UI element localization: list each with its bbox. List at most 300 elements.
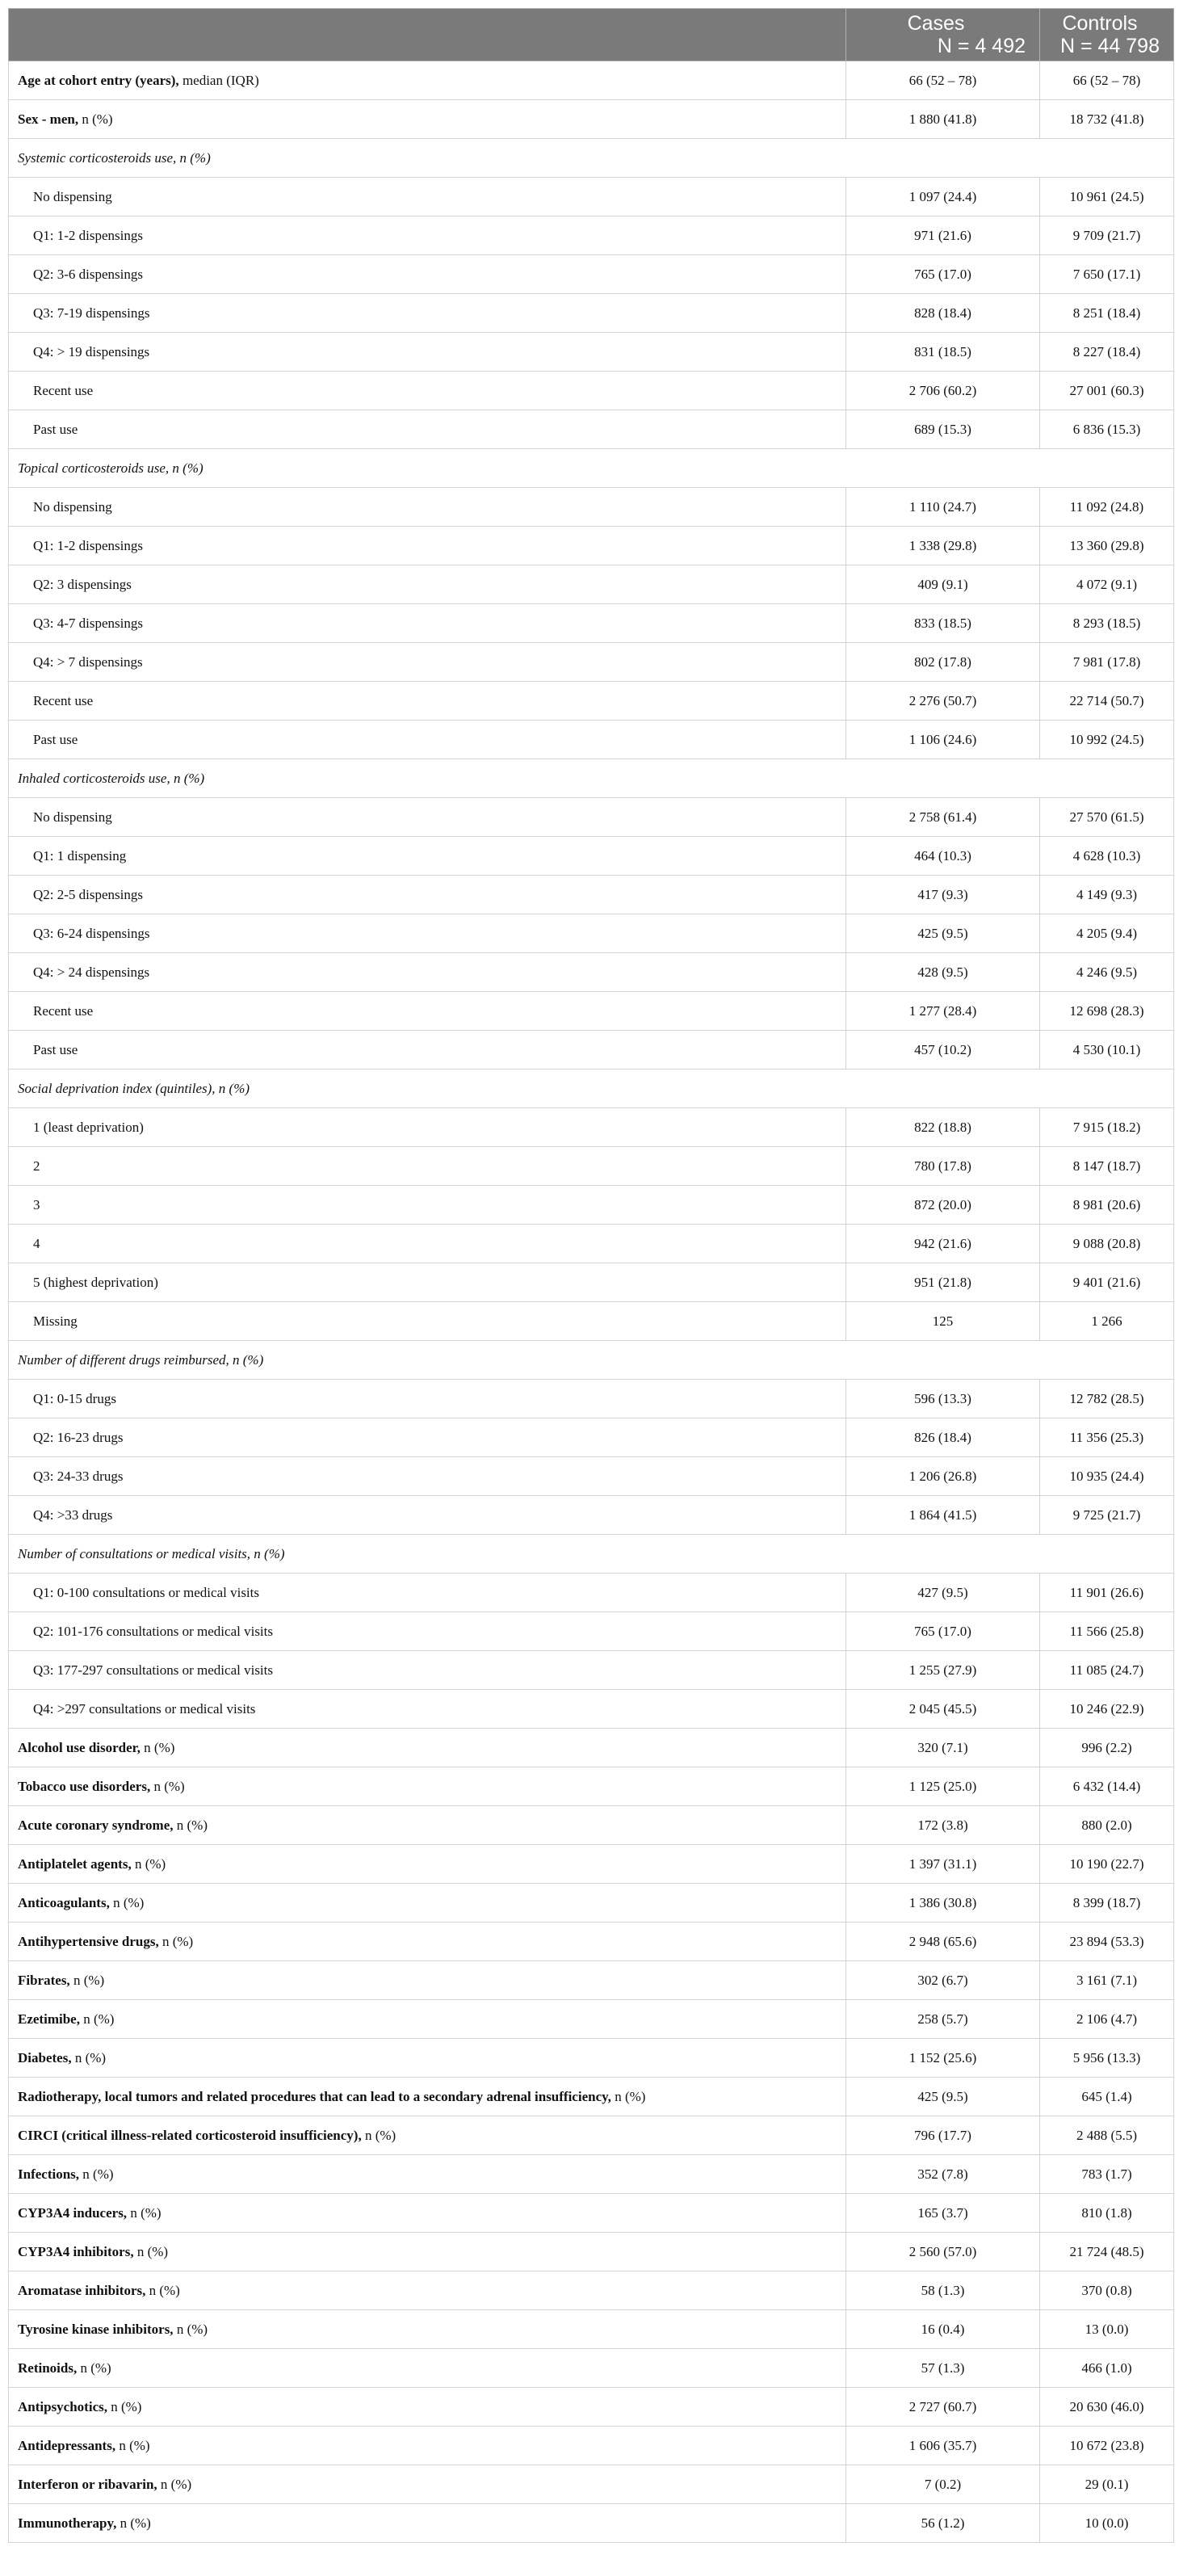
controls-value: 22 714 (50.7) (1040, 682, 1174, 721)
table-row (9, 1418, 1174, 1457)
variable-unit: n (%) (78, 111, 113, 127)
table-row (9, 914, 1174, 953)
row-label (9, 1923, 846, 1961)
row-label (9, 2271, 846, 2310)
table-row (9, 410, 1174, 449)
variable-unit: n (%) (131, 1855, 166, 1872)
controls-value: 9 401 (21.6) (1040, 1263, 1174, 1302)
variable-unit: n (%) (133, 2243, 169, 2259)
row-label (9, 1961, 846, 2000)
variable-name: Tyrosine kinase inhibitors, (18, 2321, 174, 2337)
variable-unit: median (IQR) (178, 72, 259, 88)
table-row (9, 1845, 1174, 1884)
row-label (9, 1884, 846, 1923)
row-label: Q3: 6-24 dispensings (9, 914, 846, 953)
cases-value: 1 864 (41.5) (846, 1496, 1040, 1535)
variable-unit: n (%) (115, 2437, 150, 2453)
section-header-row (9, 1341, 1174, 1380)
cases-value: 2 045 (45.5) (846, 1690, 1040, 1729)
header-controls-n: N = 44 798 (1059, 35, 1160, 57)
row-label (9, 2233, 846, 2271)
cases-value: 1 277 (28.4) (846, 992, 1040, 1031)
row-label: Q1: 1 dispensing (9, 837, 846, 876)
controls-value: 9 709 (21.7) (1040, 216, 1174, 255)
table-row (9, 798, 1174, 837)
controls-value: 2 106 (4.7) (1040, 2000, 1174, 2039)
cases-value: 66 (52 – 78) (846, 61, 1040, 100)
table-row (9, 372, 1174, 410)
table-row (9, 1729, 1174, 1767)
row-label (9, 2155, 846, 2194)
table-row (9, 1147, 1174, 1186)
cases-value: 1 255 (27.9) (846, 1651, 1040, 1690)
cases-value: 58 (1.3) (846, 2271, 1040, 2310)
variable-name: Retinoids, (18, 2360, 78, 2376)
table-row (9, 333, 1174, 372)
cases-value: 1 125 (25.0) (846, 1767, 1040, 1806)
table-row (9, 1263, 1174, 1302)
table-row (9, 1806, 1174, 1845)
controls-value: 4 205 (9.4) (1040, 914, 1174, 953)
header-cases-label: Cases (907, 12, 965, 35)
variable-name: Diabetes, (18, 2049, 72, 2065)
characteristics-table-container (8, 8, 1173, 2543)
row-label (9, 2349, 846, 2388)
variable-unit: n (%) (107, 2398, 142, 2414)
controls-value: 21 724 (48.5) (1040, 2233, 1174, 2271)
controls-value: 8 293 (18.5) (1040, 604, 1174, 643)
row-label (9, 2465, 846, 2504)
variable-name: Immunotherapy, (18, 2515, 117, 2531)
controls-value: 11 566 (25.8) (1040, 1612, 1174, 1651)
table-row (9, 682, 1174, 721)
controls-value: 10 246 (22.9) (1040, 1690, 1174, 1729)
section-label: Systemic corticosteroids use, n (%) (9, 139, 1174, 178)
header-controls (1040, 9, 1174, 61)
cases-value: 320 (7.1) (846, 1729, 1040, 1767)
controls-value: 810 (1.8) (1040, 2194, 1174, 2233)
cases-value: 7 (0.2) (846, 2465, 1040, 2504)
controls-value: 18 732 (41.8) (1040, 100, 1174, 139)
variable-unit: n (%) (610, 2088, 646, 2104)
variable-name: Infections, (18, 2166, 80, 2182)
table-row (9, 2039, 1174, 2078)
row-label: Past use (9, 1031, 846, 1069)
table-row (9, 1767, 1174, 1806)
cases-value: 596 (13.3) (846, 1380, 1040, 1418)
cases-value: 831 (18.5) (846, 333, 1040, 372)
table-row (9, 2155, 1174, 2194)
controls-value: 12 698 (28.3) (1040, 992, 1174, 1031)
table-row (9, 1574, 1174, 1612)
section-header-row (9, 1535, 1174, 1574)
variable-unit: n (%) (173, 1817, 208, 1833)
variable-name: Radiotherapy, local tumors and related procedures that can lead to a secondary adrenal insufficiency, (18, 2088, 611, 2104)
section-header-row (9, 759, 1174, 798)
row-label: Q1: 1-2 dispensings (9, 216, 846, 255)
characteristics-table (8, 8, 1174, 2543)
table-row (9, 2000, 1174, 2039)
controls-value: 27 570 (61.5) (1040, 798, 1174, 837)
table-row (9, 216, 1174, 255)
cases-value: 352 (7.8) (846, 2155, 1040, 2194)
table-row (9, 2310, 1174, 2349)
controls-value: 4 149 (9.3) (1040, 876, 1174, 914)
controls-value: 8 251 (18.4) (1040, 294, 1174, 333)
row-label (9, 1767, 846, 1806)
controls-value: 13 (0.0) (1040, 2310, 1174, 2349)
variable-unit: n (%) (116, 2515, 151, 2531)
cases-value: 1 338 (29.8) (846, 527, 1040, 565)
controls-value: 27 001 (60.3) (1040, 372, 1174, 410)
variable-unit: n (%) (158, 1933, 194, 1949)
section-label: Topical corticosteroids use, n (%) (9, 449, 1174, 488)
cases-value: 780 (17.8) (846, 1147, 1040, 1186)
controls-value: 4 072 (9.1) (1040, 565, 1174, 604)
row-label (9, 100, 846, 139)
table-row (9, 1457, 1174, 1496)
row-label (9, 2000, 846, 2039)
table-row (9, 488, 1174, 527)
variable-name: Alcohol use disorder, (18, 1739, 141, 1755)
cases-value: 2 276 (50.7) (846, 682, 1040, 721)
variable-unit: n (%) (109, 1894, 145, 1910)
table-row (9, 1690, 1174, 1729)
cases-value: 942 (21.6) (846, 1225, 1040, 1263)
cases-value: 833 (18.5) (846, 604, 1040, 643)
controls-value: 370 (0.8) (1040, 2271, 1174, 2310)
cases-value: 417 (9.3) (846, 876, 1040, 914)
section-header-row (9, 1069, 1174, 1108)
row-label: 3 (9, 1186, 846, 1225)
controls-value: 11 085 (24.7) (1040, 1651, 1174, 1690)
table-row (9, 1380, 1174, 1418)
table-row (9, 2116, 1174, 2155)
variable-name: Anticoagulants, (18, 1894, 110, 1910)
cases-value: 258 (5.7) (846, 2000, 1040, 2039)
cases-value: 2 758 (61.4) (846, 798, 1040, 837)
section-label: Number of different drugs reimbursed, n (%) (9, 1341, 1174, 1380)
cases-value: 1 386 (30.8) (846, 1884, 1040, 1923)
controls-value: 11 356 (25.3) (1040, 1418, 1174, 1457)
controls-value: 29 (0.1) (1040, 2465, 1174, 2504)
row-label: No dispensing (9, 178, 846, 216)
row-label: Q2: 16-23 drugs (9, 1418, 846, 1457)
table-row (9, 1302, 1174, 1341)
cases-value: 428 (9.5) (846, 953, 1040, 992)
variable-unit: n (%) (77, 2360, 111, 2376)
row-label: Recent use (9, 992, 846, 1031)
controls-value: 1 266 (1040, 1302, 1174, 1341)
controls-value: 11 092 (24.8) (1040, 488, 1174, 527)
cases-value: 951 (21.8) (846, 1263, 1040, 1302)
row-label (9, 2388, 846, 2427)
controls-value: 11 901 (26.6) (1040, 1574, 1174, 1612)
row-label: Past use (9, 410, 846, 449)
cases-value: 1 152 (25.6) (846, 2039, 1040, 2078)
variable-name: CIRCI (critical illness-related corticosteroid insufficiency), (18, 2127, 362, 2143)
row-label: Q2: 3-6 dispensings (9, 255, 846, 294)
header-cases (846, 9, 1040, 61)
table-row (9, 604, 1174, 643)
row-label (9, 2504, 846, 2543)
controls-value: 8 227 (18.4) (1040, 333, 1174, 372)
controls-value: 3 161 (7.1) (1040, 1961, 1174, 2000)
row-label (9, 2194, 846, 2233)
controls-value: 10 (0.0) (1040, 2504, 1174, 2543)
row-label (9, 2310, 846, 2349)
table-row (9, 2194, 1174, 2233)
table-row (9, 2349, 1174, 2388)
row-label (9, 2078, 846, 2116)
controls-value: 9 088 (20.8) (1040, 1225, 1174, 1263)
variable-name: Age at cohort entry (years), (18, 72, 179, 88)
table-row (9, 876, 1174, 914)
controls-value: 4 628 (10.3) (1040, 837, 1174, 876)
controls-value: 645 (1.4) (1040, 2078, 1174, 2116)
variable-unit: n (%) (150, 1778, 185, 1794)
table-row (9, 61, 1174, 100)
controls-value: 66 (52 – 78) (1040, 61, 1174, 100)
table-row (9, 837, 1174, 876)
table-row (9, 178, 1174, 216)
row-label: Q3: 7-19 dispensings (9, 294, 846, 333)
variable-unit: n (%) (127, 2204, 162, 2221)
cases-value: 125 (846, 1302, 1040, 1341)
cases-value: 56 (1.2) (846, 2504, 1040, 2543)
section-label: Number of consultations or medical visits, n (%) (9, 1535, 1174, 1574)
table-row (9, 2078, 1174, 2116)
variable-unit: n (%) (145, 2282, 180, 2298)
cases-value: 872 (20.0) (846, 1186, 1040, 1225)
variable-name: CYP3A4 inhibitors, (18, 2243, 134, 2259)
variable-name: CYP3A4 inducers, (18, 2204, 128, 2221)
table-row (9, 992, 1174, 1031)
table-row (9, 1961, 1174, 2000)
table-row (9, 2465, 1174, 2504)
cases-value: 165 (3.7) (846, 2194, 1040, 2233)
row-label: Q4: > 24 dispensings (9, 953, 846, 992)
controls-value: 10 672 (23.8) (1040, 2427, 1174, 2465)
controls-value: 7 981 (17.8) (1040, 643, 1174, 682)
header-cases-n: N = 4 492 (937, 35, 1026, 57)
cases-value: 828 (18.4) (846, 294, 1040, 333)
table-row (9, 2504, 1174, 2543)
table-body (9, 61, 1174, 2543)
row-label: Q1: 1-2 dispensings (9, 527, 846, 565)
cases-value: 409 (9.1) (846, 565, 1040, 604)
variable-unit: n (%) (71, 2049, 107, 2065)
cases-value: 457 (10.2) (846, 1031, 1040, 1069)
variable-unit: n (%) (173, 2321, 208, 2337)
controls-value: 20 630 (46.0) (1040, 2388, 1174, 2427)
controls-value: 8 399 (18.7) (1040, 1884, 1174, 1923)
row-label: Q2: 3 dispensings (9, 565, 846, 604)
cases-value: 172 (3.8) (846, 1806, 1040, 1845)
cases-value: 796 (17.7) (846, 2116, 1040, 2155)
variable-unit: n (%) (79, 2166, 114, 2182)
row-label: Q1: 0-15 drugs (9, 1380, 846, 1418)
controls-value: 10 935 (24.4) (1040, 1457, 1174, 1496)
cases-value: 822 (18.8) (846, 1108, 1040, 1147)
cases-value: 1 106 (24.6) (846, 721, 1040, 759)
cases-value: 1 880 (41.8) (846, 100, 1040, 139)
table-row (9, 2427, 1174, 2465)
controls-value: 10 190 (22.7) (1040, 1845, 1174, 1884)
row-label: No dispensing (9, 798, 846, 837)
table-row (9, 1884, 1174, 1923)
controls-value: 4 530 (10.1) (1040, 1031, 1174, 1069)
controls-value: 7 650 (17.1) (1040, 255, 1174, 294)
row-label (9, 2116, 846, 2155)
row-label (9, 2039, 846, 2078)
table-row (9, 1651, 1174, 1690)
header-controls-label: Controls (1062, 12, 1138, 35)
cases-value: 2 560 (57.0) (846, 2233, 1040, 2271)
row-label: Q4: >297 consultations or medical visits (9, 1690, 846, 1729)
row-label (9, 1806, 846, 1845)
variable-name: Antiplatelet agents, (18, 1855, 132, 1872)
table-row (9, 255, 1174, 294)
row-label (9, 2427, 846, 2465)
cases-value: 689 (15.3) (846, 410, 1040, 449)
section-header-row (9, 449, 1174, 488)
cases-value: 425 (9.5) (846, 914, 1040, 953)
table-row (9, 643, 1174, 682)
cases-value: 826 (18.4) (846, 1418, 1040, 1457)
row-label (9, 1845, 846, 1884)
row-label: Q2: 2-5 dispensings (9, 876, 846, 914)
controls-value: 6 836 (15.3) (1040, 410, 1174, 449)
controls-value: 5 956 (13.3) (1040, 2039, 1174, 2078)
controls-value: 466 (1.0) (1040, 2349, 1174, 2388)
controls-value: 23 894 (53.3) (1040, 1923, 1174, 1961)
row-label: 5 (highest deprivation) (9, 1263, 846, 1302)
cases-value: 765 (17.0) (846, 1612, 1040, 1651)
cases-value: 971 (21.6) (846, 216, 1040, 255)
variable-unit: n (%) (140, 1739, 175, 1755)
table-row (9, 527, 1174, 565)
table-row (9, 1923, 1174, 1961)
controls-value: 4 246 (9.5) (1040, 953, 1174, 992)
variable-unit: n (%) (69, 1972, 105, 1988)
variable-unit: n (%) (361, 2127, 396, 2143)
cases-value: 1 397 (31.1) (846, 1845, 1040, 1884)
controls-value: 12 782 (28.5) (1040, 1380, 1174, 1418)
cases-value: 1 206 (26.8) (846, 1457, 1040, 1496)
row-label: 2 (9, 1147, 846, 1186)
table-row (9, 294, 1174, 333)
variable-name: Tobacco use disorders, (18, 1778, 151, 1794)
row-label: Q2: 101-176 consultations or medical visits (9, 1612, 846, 1651)
controls-value: 9 725 (21.7) (1040, 1496, 1174, 1535)
row-label: 4 (9, 1225, 846, 1263)
controls-value: 996 (2.2) (1040, 1729, 1174, 1767)
row-label (9, 61, 846, 100)
cases-value: 302 (6.7) (846, 1961, 1040, 2000)
variable-name: Fibrates, (18, 1972, 70, 1988)
row-label: Q3: 4-7 dispensings (9, 604, 846, 643)
table-row (9, 2233, 1174, 2271)
cases-value: 57 (1.3) (846, 2349, 1040, 2388)
controls-value: 10 961 (24.5) (1040, 178, 1174, 216)
variable-name: Ezetimibe, (18, 2011, 80, 2027)
controls-value: 7 915 (18.2) (1040, 1108, 1174, 1147)
section-label: Inhaled corticosteroids use, n (%) (9, 759, 1174, 798)
controls-value: 6 432 (14.4) (1040, 1767, 1174, 1806)
row-label: Missing (9, 1302, 846, 1341)
row-label: Recent use (9, 682, 846, 721)
header-variable-cell (9, 9, 846, 61)
controls-value: 13 360 (29.8) (1040, 527, 1174, 565)
table-row (9, 1612, 1174, 1651)
cases-value: 16 (0.4) (846, 2310, 1040, 2349)
section-label: Social deprivation index (quintiles), n (%) (9, 1069, 1174, 1108)
variable-name: Sex - men, (18, 111, 79, 127)
row-label (9, 1729, 846, 1767)
controls-value: 880 (2.0) (1040, 1806, 1174, 1845)
row-label: Q4: > 19 dispensings (9, 333, 846, 372)
row-label: Past use (9, 721, 846, 759)
cases-value: 802 (17.8) (846, 643, 1040, 682)
table-row (9, 1225, 1174, 1263)
controls-value: 2 488 (5.5) (1040, 2116, 1174, 2155)
row-label: Q1: 0-100 consultations or medical visits (9, 1574, 846, 1612)
row-label: Q3: 177-297 consultations or medical visits (9, 1651, 846, 1690)
table-row (9, 721, 1174, 759)
table-header-row (9, 9, 1174, 61)
cases-value: 1 097 (24.4) (846, 178, 1040, 216)
cases-value: 464 (10.3) (846, 837, 1040, 876)
cases-value: 2 727 (60.7) (846, 2388, 1040, 2427)
variable-name: Aromatase inhibitors, (18, 2282, 146, 2298)
cases-value: 2 706 (60.2) (846, 372, 1040, 410)
row-label: Q4: >33 drugs (9, 1496, 846, 1535)
cases-value: 1 606 (35.7) (846, 2427, 1040, 2465)
table-row (9, 2271, 1174, 2310)
row-label: No dispensing (9, 488, 846, 527)
cases-value: 765 (17.0) (846, 255, 1040, 294)
cases-value: 427 (9.5) (846, 1574, 1040, 1612)
cases-value: 2 948 (65.6) (846, 1923, 1040, 1961)
row-label: Recent use (9, 372, 846, 410)
controls-value: 783 (1.7) (1040, 2155, 1174, 2194)
controls-value: 8 147 (18.7) (1040, 1147, 1174, 1186)
table-row (9, 1108, 1174, 1147)
row-label: Q4: > 7 dispensings (9, 643, 846, 682)
table-row (9, 1186, 1174, 1225)
row-label: Q3: 24-33 drugs (9, 1457, 846, 1496)
cases-value: 425 (9.5) (846, 2078, 1040, 2116)
variable-name: Acute coronary syndrome, (18, 1817, 174, 1833)
controls-value: 10 992 (24.5) (1040, 721, 1174, 759)
variable-name: Interferon or ribavarin, (18, 2476, 157, 2492)
table-row (9, 953, 1174, 992)
controls-value: 8 981 (20.6) (1040, 1186, 1174, 1225)
row-label: 1 (least deprivation) (9, 1108, 846, 1147)
table-row (9, 1031, 1174, 1069)
table-row (9, 565, 1174, 604)
table-row (9, 100, 1174, 139)
table-row (9, 1496, 1174, 1535)
variable-unit: n (%) (79, 2011, 115, 2027)
variable-name: Antidepressants, (18, 2437, 116, 2453)
variable-unit: n (%) (157, 2476, 192, 2492)
section-header-row (9, 139, 1174, 178)
table-row (9, 2388, 1174, 2427)
variable-name: Antipsychotics, (18, 2398, 107, 2414)
cases-value: 1 110 (24.7) (846, 488, 1040, 527)
